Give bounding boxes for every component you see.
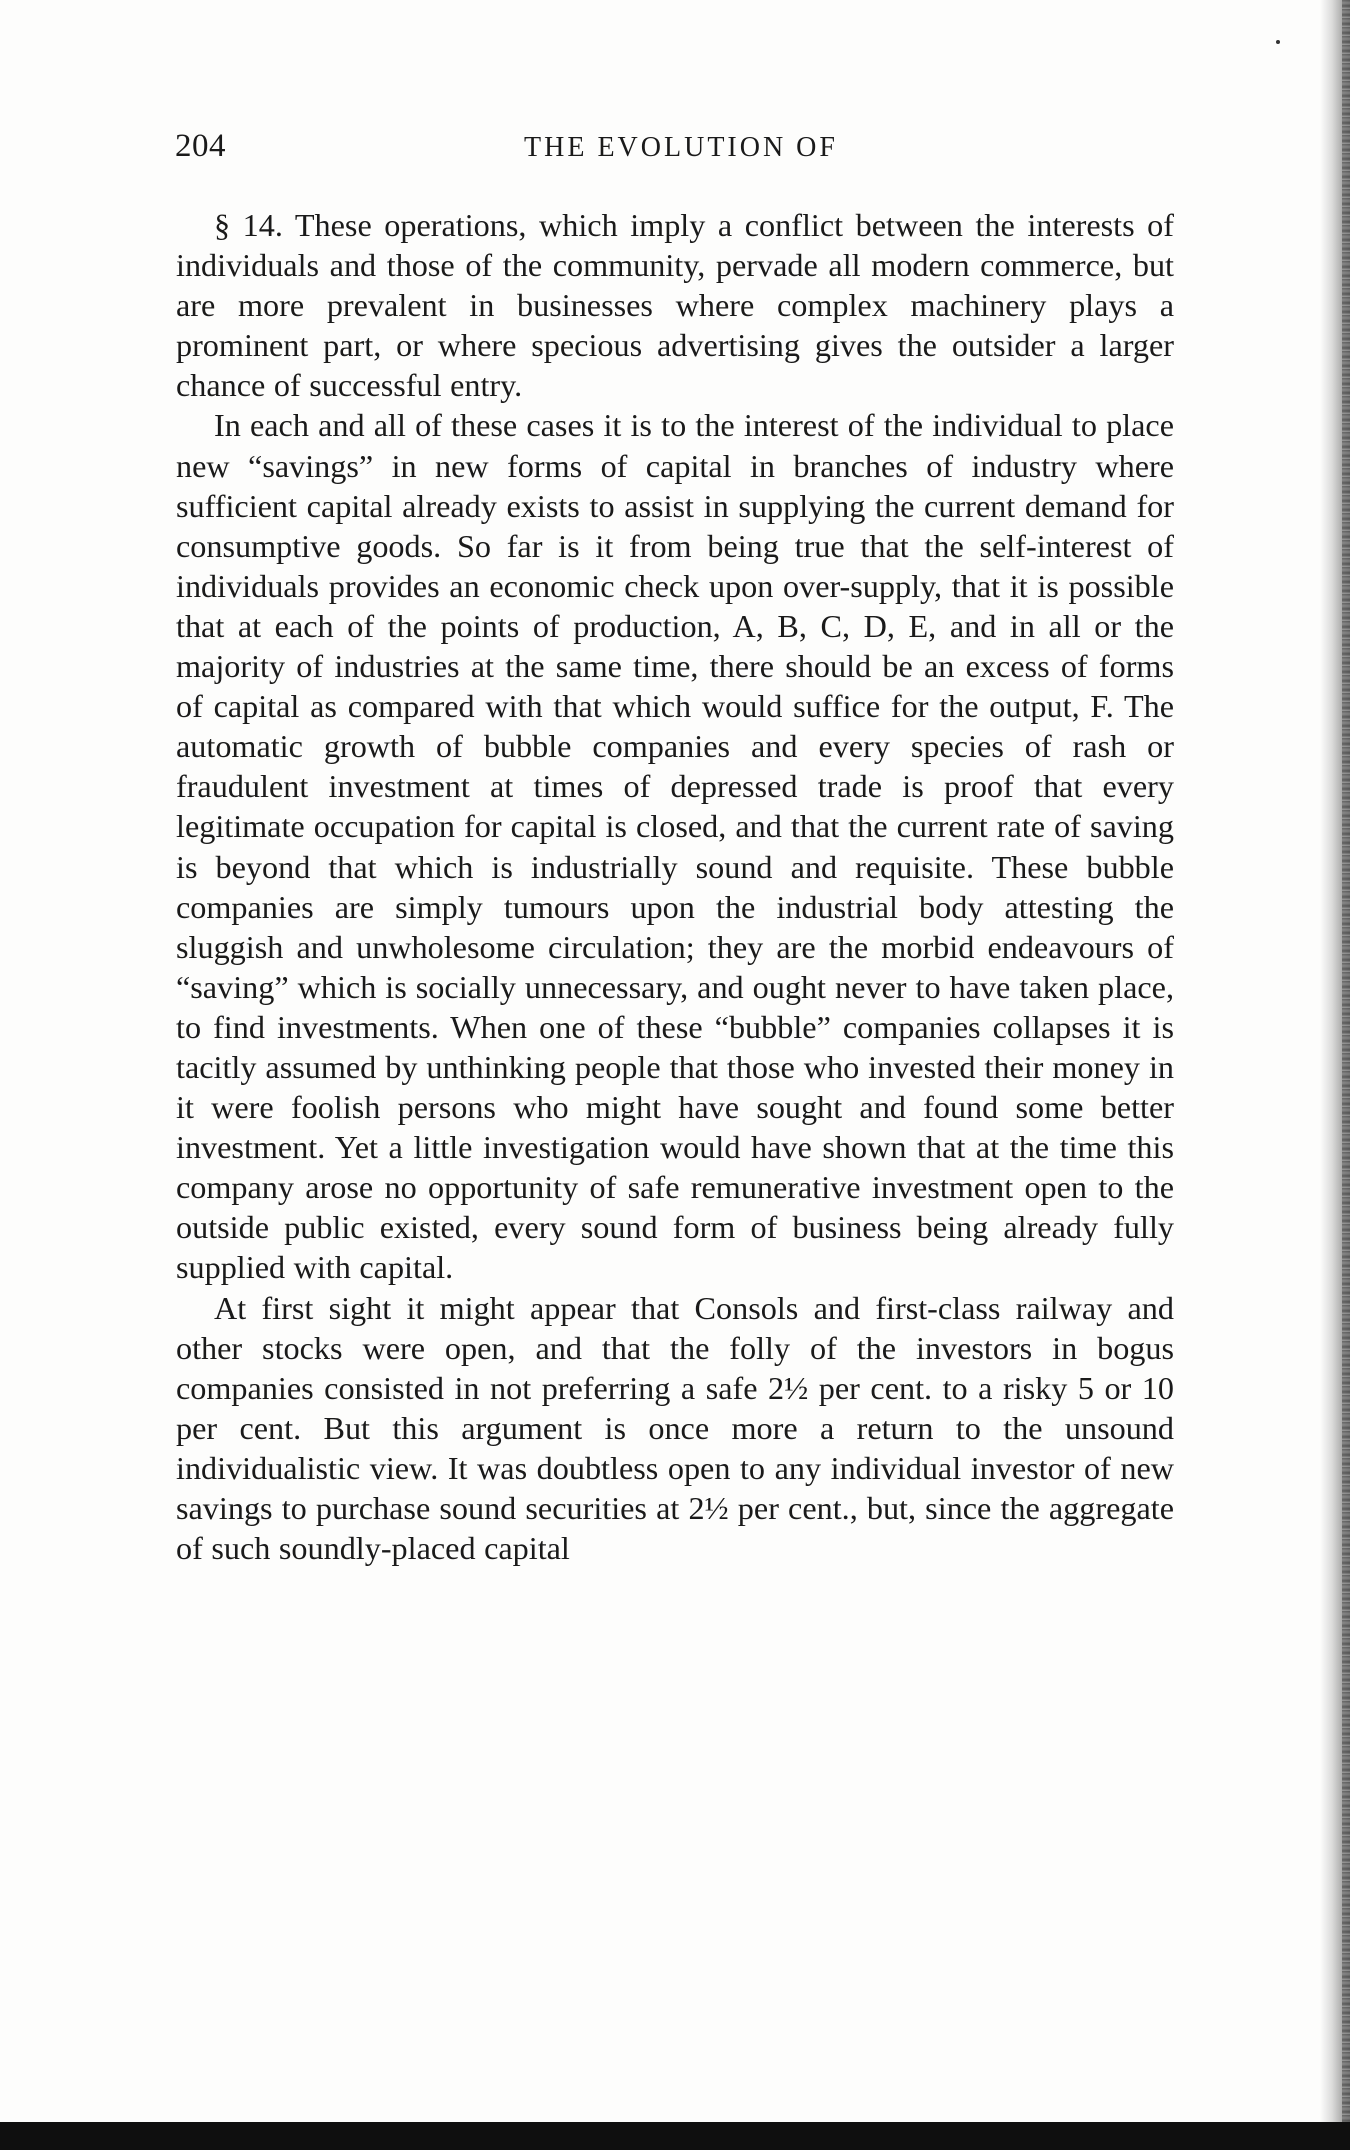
paragraph-consols: At first sight it might appear that Consols and first-class railway and other stocks were open, and that the folly of the investors in bogus companies consisted in not preferring a safe 2½ per cent. to a risky 5 or 10 per cent. But this argument is once more a return to the unsound individualistic view. It was doubtless open to any individual investor of new savings to purchase sound securities at 2½ per cent., but, since the aggregate of such soundly-placed capital bbox=[176, 1289, 1174, 1567]
scan-speck bbox=[1276, 40, 1280, 44]
paragraph-bubble-companies: In each and all of these cases it is to the interest of the individual to place new “savings” in new forms of capital in branches of industry where sufficient capital already exists to assist in supplying the current demand for consumptive goods. So far is it from being true that the self-interest of individuals provides an economic check upon over-supply, that it is possible that at each of the points of production, A, B, C, D, E, and in all or the majority of industries at the same time, there should be an excess of forms of capital as compared with that which would suffice for the output, F. The automatic growth of bubble companies and every species of rash or fraudulent investment at times of depressed trade is proof that every legitimate occupation for capital is closed, and that the current rate of saving is beyond that which is industrially sound and requisite. These bubble companies are simply tumours upon the industrial body attesting the sluggish and unwholesome circulation; they are the morbid endeavours of “saving” which is socially unnecessary, and ought never to have taken place, to find investments. When one of these “bubble” companies collapses it is tacitly assumed by unthinking people that those who invested their money in it were foolish persons who might have sought and found some better investment. Yet a little investigation would have shown that at the time this company arose no opportunity of safe remunerative investment open to the outside public existed, every sound form of business being already fully supplied with capital. bbox=[176, 407, 1174, 1286]
paragraph-section-14: § 14. These operations, which imply a conflict between the interests of individuals and those of the community, pervade all modern commerce, but are more prevalent in businesses where complex machinery plays a prominent part, or where specious advertising gives the outsider a larger chance of successful entry. bbox=[176, 207, 1174, 404]
page-number: 204 bbox=[175, 128, 226, 164]
running-title: THE EVOLUTION OF bbox=[524, 132, 838, 163]
body-text bbox=[176, 205, 1174, 1568]
scan-bottom-band bbox=[0, 2122, 1350, 2150]
running-head bbox=[175, 128, 1175, 172]
page-edge-shadow bbox=[1320, 0, 1350, 2150]
